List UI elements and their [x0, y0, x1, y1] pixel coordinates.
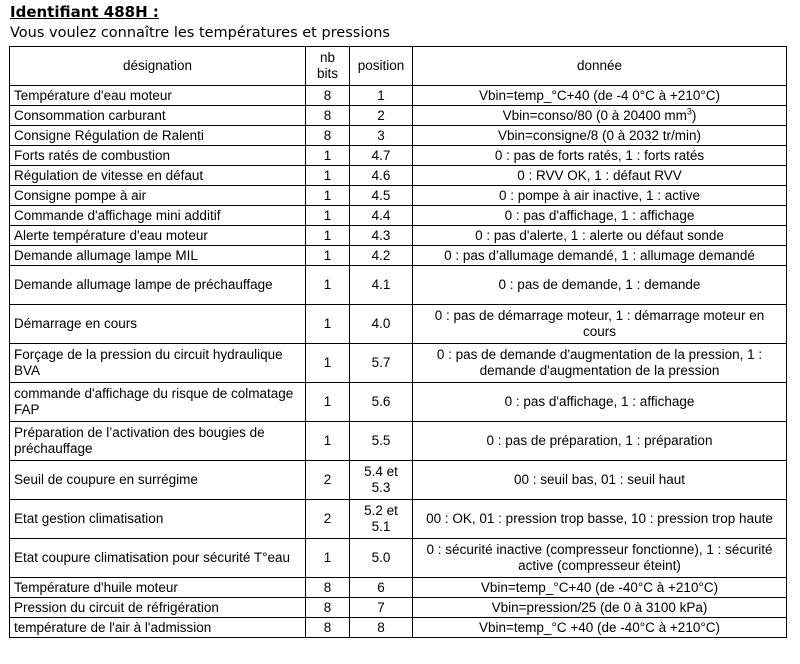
frame-table — [9, 46, 787, 638]
cell-nb-bits: 2 — [306, 500, 350, 539]
cell-nb-bits: 1 — [306, 166, 350, 186]
table-row — [10, 383, 787, 422]
cell-designation: Commande d'affichage mini additif — [10, 206, 306, 226]
table-row — [10, 422, 787, 461]
cell-nb-bits: 1 — [306, 206, 350, 226]
cell-donnee: Vbin=pression/25 (de 0 à 3100 kPa) — [413, 598, 787, 618]
table-row — [10, 618, 787, 638]
cell-position: 5.2 et 5.1 — [350, 500, 413, 539]
cell-designation: Seuil de coupure en surrégime — [10, 461, 306, 500]
table-row — [10, 106, 787, 126]
cell-designation: Demande allumage lampe de préchauffage — [10, 266, 306, 305]
cell-position: 5.0 — [350, 539, 413, 578]
cell-donnee: 0 : sécurité inactive (compresseur fonctionne), 1 : sécurité active (compresseur éteint) — [413, 539, 787, 578]
cell-donnee: 0 : pas d'alerte, 1 : alerte ou défaut sonde — [413, 226, 787, 246]
cell-position: 5.6 — [350, 383, 413, 422]
cell-donnee: Vbin=temp_°C+40 (de -40°C à +210°C) — [413, 578, 787, 598]
cell-designation: commande d'affichage du risque de colmatage FAP — [10, 383, 306, 422]
donnee-tail: ) — [691, 107, 697, 123]
cell-position: 6 — [350, 578, 413, 598]
cell-donnee — [413, 106, 787, 126]
cell-nb-bits: 8 — [306, 106, 350, 126]
cell-position: 4.5 — [350, 186, 413, 206]
cell-donnee: 0 : pompe à air inactive, 1 : active — [413, 186, 787, 206]
cell-donnee: 0 : pas de préparation, 1 : préparation — [413, 422, 787, 461]
document-title: Identifiant 488H : — [10, 3, 159, 21]
cell-donnee: Vbin=consigne/8 (0 à 2032 tr/min) — [413, 126, 787, 146]
donnee-text: Vbin=conso/80 (0 à 20400 mm — [502, 107, 687, 123]
cell-designation: Régulation de vitesse en défaut — [10, 166, 306, 186]
cell-nb-bits: 1 — [306, 146, 350, 166]
table-row — [10, 126, 787, 146]
cell-nb-bits: 8 — [306, 86, 350, 106]
cell-position: 1 — [350, 86, 413, 106]
document-subtitle: Vous voulez connaître les températures et pressions — [10, 25, 390, 41]
cell-position: 7 — [350, 598, 413, 618]
cell-designation: Démarrage en cours — [10, 305, 306, 344]
table-row — [10, 166, 787, 186]
cell-donnee: 0 : pas de demande, 1 : demande — [413, 266, 787, 305]
cell-donnee: 00 : seuil bas, 01 : seuil haut — [413, 461, 787, 500]
cell-designation: Consommation carburant — [10, 106, 306, 126]
cell-position: 4.0 — [350, 305, 413, 344]
table-row — [10, 246, 787, 266]
table-header-row — [10, 47, 787, 86]
cell-nb-bits: 8 — [306, 126, 350, 146]
table-row — [10, 578, 787, 598]
cell-nb-bits: 2 — [306, 461, 350, 500]
superscript-3: 3 — [686, 106, 692, 116]
cell-position: 2 — [350, 106, 413, 126]
cell-position: 4.4 — [350, 206, 413, 226]
table-row — [10, 146, 787, 166]
cell-position: 4.7 — [350, 146, 413, 166]
table-row — [10, 186, 787, 206]
cell-nb-bits: 8 — [306, 598, 350, 618]
cell-nb-bits: 1 — [306, 383, 350, 422]
cell-nb-bits: 1 — [306, 422, 350, 461]
cell-donnee: 0 : pas de forts ratés, 1 : forts ratés — [413, 146, 787, 166]
cell-designation: Préparation de l’activation des bougies de préchauffage — [10, 422, 306, 461]
cell-position: 4.3 — [350, 226, 413, 246]
table-row — [10, 305, 787, 344]
cell-nb-bits: 1 — [306, 539, 350, 578]
table-row — [10, 539, 787, 578]
table-row — [10, 598, 787, 618]
cell-designation: Alerte température d'eau moteur — [10, 226, 306, 246]
cell-designation: Consigne pompe à air — [10, 186, 306, 206]
cell-nb-bits: 8 — [306, 618, 350, 638]
cell-nb-bits: 1 — [306, 226, 350, 246]
cell-nb-bits: 1 — [306, 305, 350, 344]
cell-donnee: 0 : pas d'affichage, 1 : affichage — [413, 206, 787, 226]
cell-donnee: 0 : pas d'affichage, 1 : affichage — [413, 383, 787, 422]
cell-donnee: 0 : pas de demande d'augmentation de la pression, 1 : demande d'augmentation de la pression — [413, 344, 787, 383]
cell-designation: Température d'huile moteur — [10, 578, 306, 598]
cell-designation: Pression du circuit de réfrigération — [10, 598, 306, 618]
cell-donnee: 0 : pas de démarrage moteur, 1 : démarrage moteur en cours — [413, 305, 787, 344]
cell-donnee: Vbin=temp_°C+40 (de -4 0°C à +210°C) — [413, 86, 787, 106]
cell-donnee: Vbin=temp_°C +40 (de -40°C à +210°C) — [413, 618, 787, 638]
table-row — [10, 206, 787, 226]
header-nb-bits: nb bits — [306, 47, 350, 86]
cell-position: 5.7 — [350, 344, 413, 383]
cell-position: 4.2 — [350, 246, 413, 266]
header-donnee: donnée — [413, 47, 787, 86]
table-row — [10, 86, 787, 106]
cell-designation: Etat coupure climatisation pour sécurité T°eau — [10, 539, 306, 578]
cell-designation: Consigne Régulation de Ralenti — [10, 126, 306, 146]
cell-position: 3 — [350, 126, 413, 146]
cell-designation: température de l'air à l'admission — [10, 618, 306, 638]
cell-designation: Température d'eau moteur — [10, 86, 306, 106]
cell-designation: Demande allumage lampe MIL — [10, 246, 306, 266]
header-designation: désignation — [10, 47, 306, 86]
cell-designation: Forçage de la pression du circuit hydraulique BVA — [10, 344, 306, 383]
table-row — [10, 266, 787, 305]
cell-nb-bits: 8 — [306, 578, 350, 598]
cell-position: 5.5 — [350, 422, 413, 461]
cell-donnee: 0 : pas d’allumage demandé, 1 : allumage demandé — [413, 246, 787, 266]
cell-position: 5.4 et 5.3 — [350, 461, 413, 500]
table-row — [10, 344, 787, 383]
header-position: position — [350, 47, 413, 86]
cell-donnee: 00 : OK, 01 : pression trop basse, 10 : pression trop haute — [413, 500, 787, 539]
cell-nb-bits: 1 — [306, 186, 350, 206]
cell-position: 4.6 — [350, 166, 413, 186]
cell-designation: Etat gestion climatisation — [10, 500, 306, 539]
table-row — [10, 461, 787, 500]
cell-nb-bits: 1 — [306, 344, 350, 383]
cell-donnee: 0 : RVV OK, 1 : défaut RVV — [413, 166, 787, 186]
table-row — [10, 500, 787, 539]
cell-nb-bits: 1 — [306, 266, 350, 305]
cell-position: 8 — [350, 618, 413, 638]
cell-designation: Forts ratés de combustion — [10, 146, 306, 166]
cell-nb-bits: 1 — [306, 246, 350, 266]
table-row — [10, 226, 787, 246]
cell-position: 4.1 — [350, 266, 413, 305]
